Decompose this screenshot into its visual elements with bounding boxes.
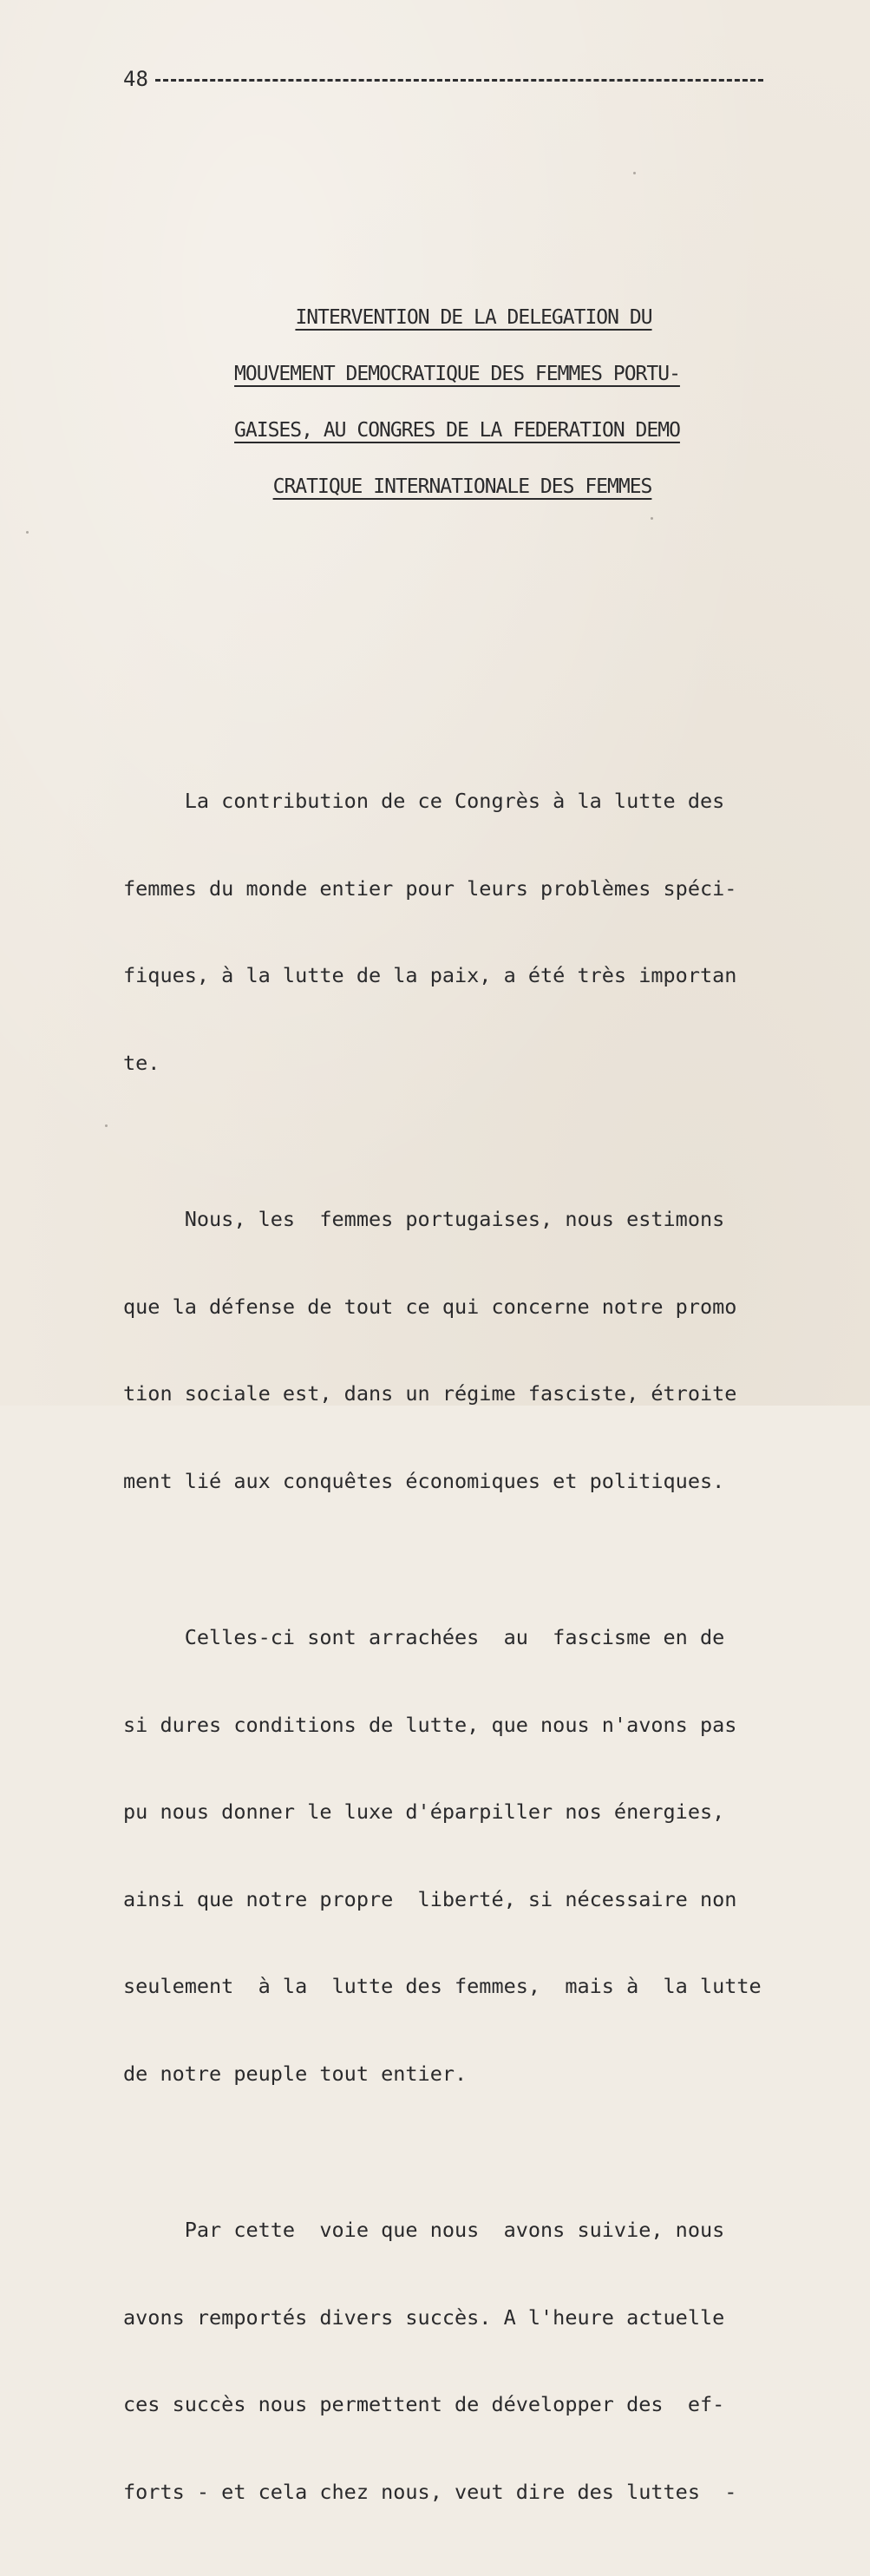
text-line: tion sociale est, dans un régime fasciste, étroite xyxy=(123,1381,737,1406)
text-line: que la défense de tout ce qui concerne notre promo xyxy=(123,1294,737,1319)
body-text xyxy=(123,729,826,2576)
text-line: Celles-ci sont arrachées au fascisme en de xyxy=(123,1625,725,1649)
text-line: te. xyxy=(123,1050,160,1075)
title-line: MOUVEMENT DEMOCRATIQUE DES FEMMES PORTU- xyxy=(234,363,680,385)
text-line: seulement à la lutte des femmes, mais à la lutte xyxy=(123,1974,762,1998)
text-line: La contribution de ce Congrès à la lutte des xyxy=(123,789,725,813)
text-line: Par cette voie que nous avons suivie, nous xyxy=(123,2218,725,2242)
text-line: ment lié aux conquêtes économiques et politiques. xyxy=(123,1468,725,1493)
text-line: ces succès nous permettent de développer des ef- xyxy=(123,2392,725,2416)
paragraph xyxy=(123,1565,826,2147)
text-line: si dures conditions de lutte, que nous n'avons pas xyxy=(123,1712,737,1737)
title-line: GAISES, AU CONGRES DE LA FEDERATION DEMO xyxy=(234,419,680,442)
document-title xyxy=(173,308,781,534)
text-line: fiques, à la lutte de la paix, a été très importan xyxy=(123,963,737,987)
page-header xyxy=(123,66,817,92)
paper-speck xyxy=(105,1124,108,1127)
paragraph xyxy=(123,729,826,1136)
title-line: CRATIQUE INTERNATIONALE DES FEMMES xyxy=(272,475,652,498)
page-number: 48 xyxy=(123,67,148,91)
paper-speck xyxy=(651,517,653,520)
text-line: pu nous donner le luxe d'éparpiller nos énergies, xyxy=(123,1799,725,1824)
paper-speck xyxy=(26,531,29,534)
paragraph xyxy=(123,2158,826,2565)
text-line: ainsi que notre propre liberté, si nécessaire non xyxy=(123,1886,737,1911)
text-line: de notre peuple tout entier. xyxy=(123,2061,468,2086)
header-dashed-rule xyxy=(155,79,763,82)
paper-speck xyxy=(633,172,636,174)
text-line: forts - et cela chez nous, veut dire des luttes - xyxy=(123,2479,737,2504)
paragraph xyxy=(123,1147,826,1554)
title-line: INTERVENTION DE LA DELEGATION DU xyxy=(295,306,652,329)
text-line: avons remportés divers succès. A l'heure actuelle xyxy=(123,2304,725,2330)
text-line: Nous, les femmes portugaises, nous estimons xyxy=(123,1207,725,1231)
text-line: femmes du monde entier pour leurs problèmes spéci- xyxy=(123,875,737,901)
